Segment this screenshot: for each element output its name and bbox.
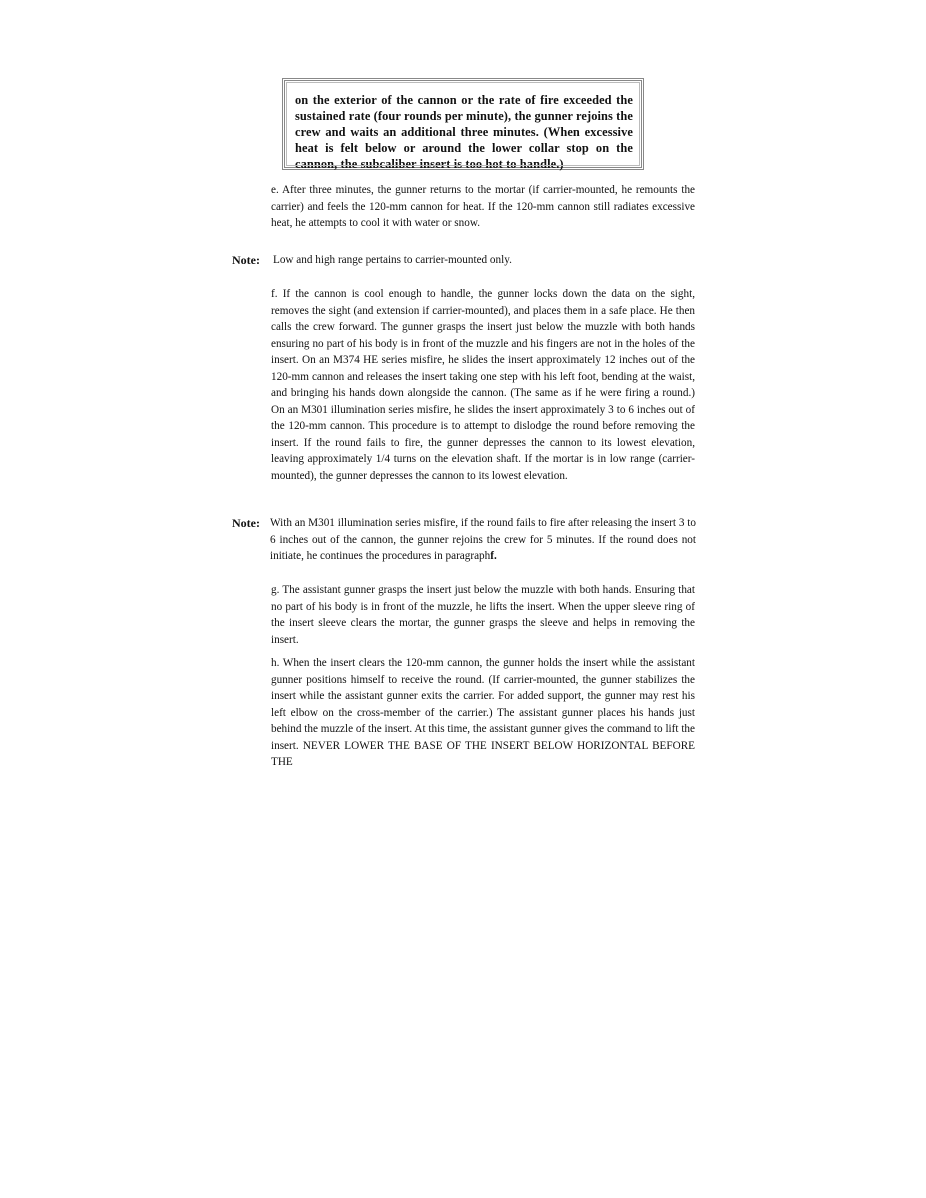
paragraph-e: e. After three minutes, the gunner returns to the mortar (if carrier-mounted, he remounts the carrier) and feels the 120-mm cannon for heat. If the 120-mm cannon still radiates excessive heat, he attempts to cool it with water or snow.	[271, 184, 695, 229]
note-2-text	[270, 515, 696, 565]
warning-box	[282, 78, 644, 170]
warning-text: on the exterior of the cannon or the rate of fire exceeded the sustained rate (four rounds per minute), the gunner rejoins the crew and waits an additional three minutes. (When excessive heat is felt below or around the lower collar stop on the cannon, the subcaliber insert is too hot to handle.)	[295, 93, 633, 171]
paragraph-f: f. If the cannon is cool enough to handle, the gunner locks down the data on the sight, removes the sight (and extension if carrier-mounted), and places them in a safe place. He then calls the crew forward. The gunner grasps the insert just below the muzzle with both hands ensuring no part of his body is in front of the muzzle and his fingers are not in the holes of the insert. On an M374 HE series misfire, he slides the insert approximately 12 inches out of the 120-mm cannon and releases the insert taking one step with his left foot, bending at the waist, and bringing his hands down alongside the cannon. (The same as if he were firing a round.) On an M301 illumination series misfire, he slides the insert approximately 3 to 6 inches out of the 120-mm cannon. This procedure is to attempt to dislodge the round before removing the insert. If the round fails to fire, the gunner depresses the cannon to its lowest elevation, leaving approximately 1/4 turns on the elevation shaft. If the mortar is in low range (carrier-mounted), the gunner depresses the cannon to its lowest elevation.	[271, 288, 695, 482]
note-1	[232, 252, 696, 269]
note-2	[232, 515, 696, 565]
note-2-paragraph-ref: f.	[490, 550, 497, 562]
note-label: Note :	[232, 252, 260, 269]
paragraph-g: g. The assistant gunner grasps the insert just below the muzzle with both hands. Ensuring that no part of his body is in front of the muzzle, he lifts the insert. When the upper sleeve ring of the insert sleeve clears the mortar, the gunner grasps the sleeve and helps in removing the insert.	[271, 584, 695, 646]
paragraph-h: h. When the insert clears the 120-mm cannon, the gunner holds the insert while the assistant gunner positions himself to receive the round. (If carrier-mounted, the gunner stabilizes the insert while the assistant gunner exits the carrier. For added support, the gunner may rest his left elbow on the cross-member of the carrier.) The assistant gunner places his hands just behind the muzzle of the insert. At this time, the assistant gunner gives the command to lift the insert. NEVER LOWER THE BASE OF THE INSERT BELOW HORIZONTAL BEFORE THE	[271, 657, 695, 768]
note-1-text: Low and high range pertains to carrier-mounted only.	[273, 254, 512, 266]
note-label: Note :	[232, 515, 260, 532]
note-2-body: With an M301 illumination series misfire, if the round fails to fire after releasing the insert 3 to 6 inches out of the cannon, the gunner rejoins the crew for 5 minutes. If the round does not initiate, he continues the procedures in paragraph	[270, 517, 696, 562]
